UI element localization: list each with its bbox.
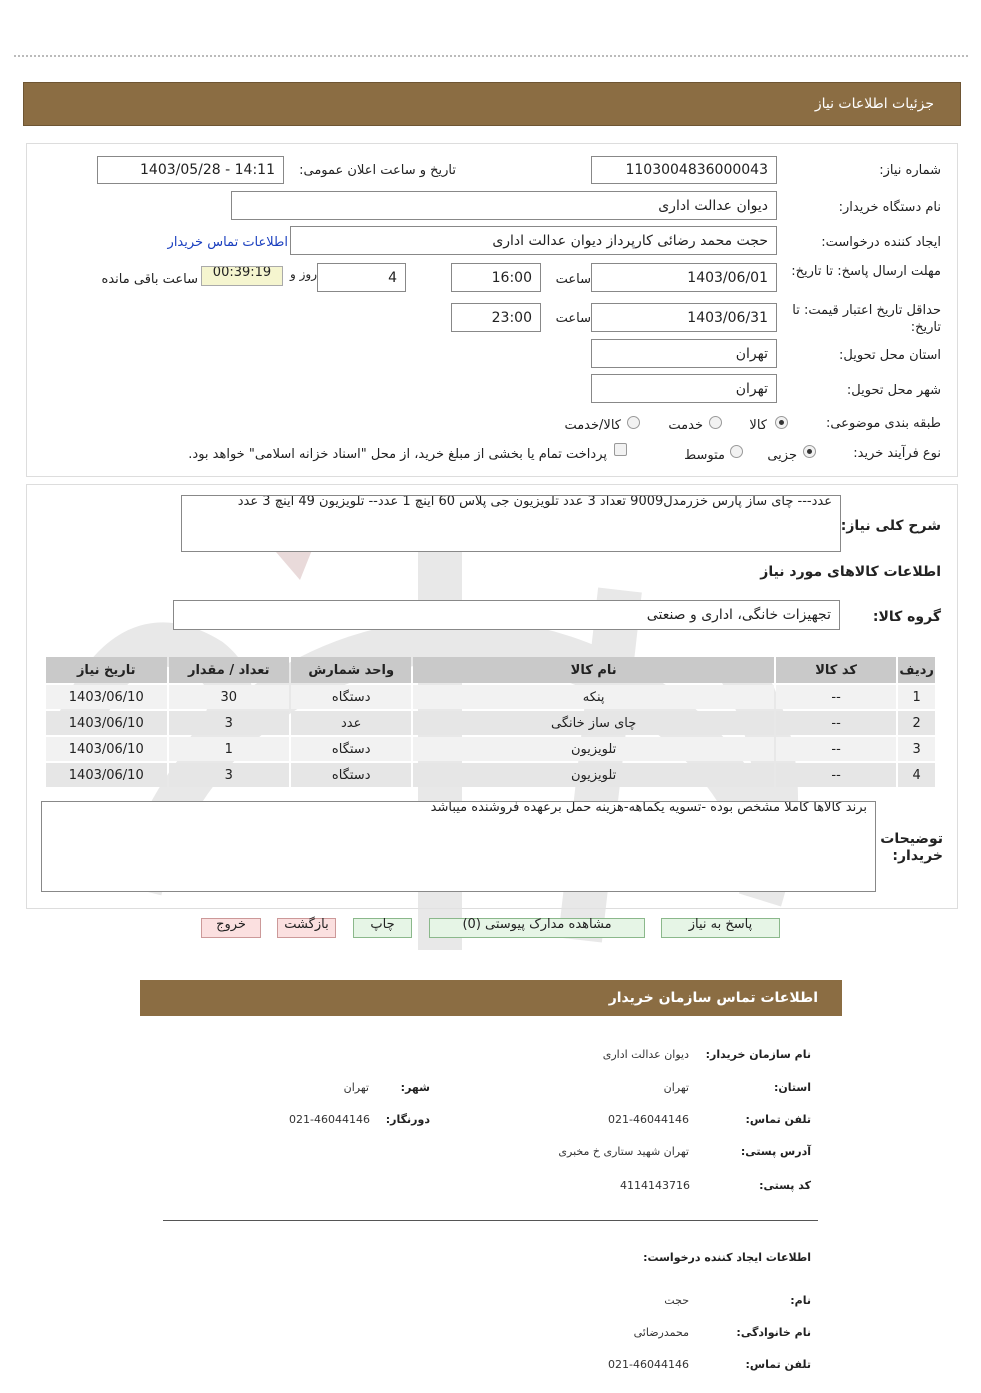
page-header (23, 82, 961, 126)
validity-label: حداقل تاریخ اعتبار قیمت: تا تاریخ: (792, 303, 941, 335)
cell-date: 1403/06/10 (46, 737, 167, 761)
page-title: جزئیات اطلاعات نیاز (814, 96, 934, 112)
attachments-button[interactable]: مشاهده مدارک پیوستی (0) (429, 918, 645, 938)
contact-city-value: تهران (343, 1081, 369, 1094)
remaining-timer: 00:39:19 (201, 266, 283, 286)
contact-province-value: تهران (663, 1081, 689, 1094)
reply-button[interactable]: پاسخ به نیاز (661, 918, 780, 938)
print-button[interactable]: چاپ (353, 918, 412, 938)
validity-time-label: ساعت (555, 311, 591, 326)
contact-province-label: استان: (774, 1081, 811, 1094)
category-option-goods: کالا (749, 418, 767, 433)
buyer-org-field: دیوان عدالت اداری (231, 191, 777, 220)
contact-fax-value: 021-46044146 (289, 1113, 370, 1126)
table-row (46, 763, 935, 787)
creator-label: ایجاد کننده درخواست: (821, 235, 941, 250)
process-option-medium: متوسط (684, 448, 725, 463)
cell-code: -- (776, 763, 896, 787)
creator-last-name-value: محمدرضائی (633, 1326, 689, 1339)
contact-title: اطلاعات تماس سازمان خریدار (608, 990, 818, 1006)
contact-postal-value: 4114143716 (620, 1179, 690, 1192)
process-radio-minor[interactable] (803, 445, 816, 458)
deadline-time-field: 16:00 (451, 263, 541, 292)
table-row (46, 685, 935, 709)
contact-fax-label: دورنگار: (385, 1113, 430, 1126)
creator-first-name-label: نام: (790, 1294, 811, 1307)
contact-phone-value: 021-46044146 (608, 1113, 689, 1126)
cell-date: 1403/06/10 (46, 763, 167, 787)
table-row (46, 737, 935, 761)
contact-phone-label: تلفن تماس: (745, 1113, 811, 1126)
org-name-value: دیوان عدالت اداری (602, 1048, 689, 1061)
cell-qty: 1 (169, 737, 289, 761)
goods-info-title: اطلاعات کالاهای مورد نیاز (760, 564, 941, 580)
creator-phone-label: تلفن تماس: (745, 1358, 811, 1371)
contact-address-value: تهران شهید ستاری خ مخبری (558, 1145, 689, 1158)
deadline-time-label: ساعت (555, 272, 591, 287)
days-label: روز و (290, 267, 317, 281)
cell-date: 1403/06/10 (46, 711, 167, 735)
validity-time-field: 23:00 (451, 303, 541, 332)
contact-postal-label: کد پستی: (759, 1179, 811, 1192)
cell-code: -- (776, 711, 896, 735)
city-label: شهر محل تحویل: (846, 383, 941, 398)
category-option-service: خدمت (668, 418, 703, 433)
contact-address-label: آدرس پستی: (740, 1145, 811, 1158)
cell-name: تلویزیون (413, 763, 773, 787)
category-label: طبقه بندی موضوعی: (825, 416, 941, 431)
buyer-notes-label: توضیحات خریدار: (880, 831, 943, 864)
cell-qty: 3 (169, 763, 289, 787)
cell-row: 4 (898, 763, 935, 787)
col-unit: واحد شمارش (291, 657, 411, 683)
buyer-notes-field (41, 801, 876, 892)
cell-code: -- (776, 737, 896, 761)
back-button[interactable]: بازگشت (277, 918, 336, 938)
announce-field: 1403/05/28 - 14:11 (97, 156, 284, 184)
summary-text: عدد--- چای ساز پارس خزرمدل9009 تعداد 3 عدد تلویزیون جی پلاس 60 اینچ 1 عدد-- تلویزیون 49 اینچ 3 عدد (237, 495, 832, 509)
col-date: تاریخ نیاز (46, 657, 167, 683)
top-divider (14, 55, 968, 57)
cell-name: تلویزیون (413, 737, 773, 761)
col-qty: تعداد / مقدار (169, 657, 289, 683)
summary-label: شرح کلی نیاز: (840, 518, 941, 534)
col-row: ردیف (898, 657, 935, 683)
deadline-label: مهلت ارسال پاسخ: تا تاریخ: (791, 264, 941, 279)
goods-table-header (46, 657, 935, 683)
cell-name: چای ساز خانگی (413, 711, 773, 735)
cell-unit: دستگاه (291, 763, 411, 787)
creator-first-name-value: حجت (664, 1294, 689, 1307)
creator-last-name-label: نام خانوادگی: (736, 1326, 811, 1339)
cell-unit: عدد (291, 711, 411, 735)
goods-table (44, 655, 937, 789)
cell-qty: 30 (169, 685, 289, 709)
validity-date-field: 1403/06/31 (591, 303, 777, 332)
summary-field (181, 495, 841, 552)
cell-unit: دستگاه (291, 685, 411, 709)
category-radio-goods-service[interactable] (627, 416, 640, 429)
province-label: استان محل تحویل: (839, 348, 941, 363)
deadline-date-field: 1403/06/01 (591, 263, 777, 292)
goods-group-label: گروه کالا: (872, 609, 941, 625)
category-radio-service[interactable] (709, 416, 722, 429)
buyer-contact-link[interactable]: اطلاعات تماس خریدار (167, 235, 288, 250)
category-option-goods-service: کالا/خدمت (564, 418, 621, 433)
province-field: تهران (591, 339, 777, 368)
need-number-label: شماره نیاز: (879, 163, 941, 178)
creator-field: حجت محمد رضائی کارپرداز دیوان عدالت اداری (290, 226, 777, 255)
category-radio-goods[interactable] (775, 416, 788, 429)
contact-header (140, 980, 842, 1016)
remaining-label: ساعت باقی مانده (101, 272, 198, 287)
announce-label: تاریخ و ساعت اعلان عمومی: (299, 163, 456, 178)
col-name: نام کالا (413, 657, 773, 683)
col-code: کد کالا (776, 657, 896, 683)
treasury-payment-note: پرداخت تمام یا بخشی از مبلغ خرید، از محل "اسناد خزانه اسلامی" خواهد بود. (188, 447, 607, 462)
cell-unit: دستگاه (291, 737, 411, 761)
creator-phone-value: 021-46044146 (608, 1358, 689, 1371)
process-label: نوع فرآیند خرید: (853, 446, 941, 461)
org-name-label: نام سازمان خریدار: (705, 1048, 811, 1061)
buyer-org-label: نام دستگاه خریدار: (838, 200, 941, 215)
cell-name: پنکه (413, 685, 773, 709)
cell-date: 1403/06/10 (46, 685, 167, 709)
days-field: 4 (317, 263, 406, 292)
city-field: تهران (591, 374, 777, 403)
process-option-minor: جزیی (767, 448, 797, 463)
contact-divider (163, 1220, 818, 1221)
table-row (46, 711, 935, 735)
contact-city-label: شهر: (400, 1081, 430, 1094)
buyer-notes-text: برند کالاها کاملا مشخص بوده -تسویه یکماهه-هزینه حمل برعهده فروشنده میباشد (430, 801, 867, 815)
cell-row: 2 (898, 711, 935, 735)
cell-row: 1 (898, 685, 935, 709)
cell-qty: 3 (169, 711, 289, 735)
cell-code: -- (776, 685, 896, 709)
exit-button[interactable]: خروج (201, 918, 261, 938)
goods-group-field: تجهیزات خانگی، اداری و صنعتی (173, 600, 840, 630)
process-radio-medium[interactable] (730, 445, 743, 458)
cell-row: 3 (898, 737, 935, 761)
need-number-field: 1103004836000043 (591, 156, 777, 184)
creator-info-title: اطلاعات ایجاد کننده درخواست: (643, 1251, 811, 1264)
treasury-payment-checkbox[interactable] (614, 443, 627, 456)
